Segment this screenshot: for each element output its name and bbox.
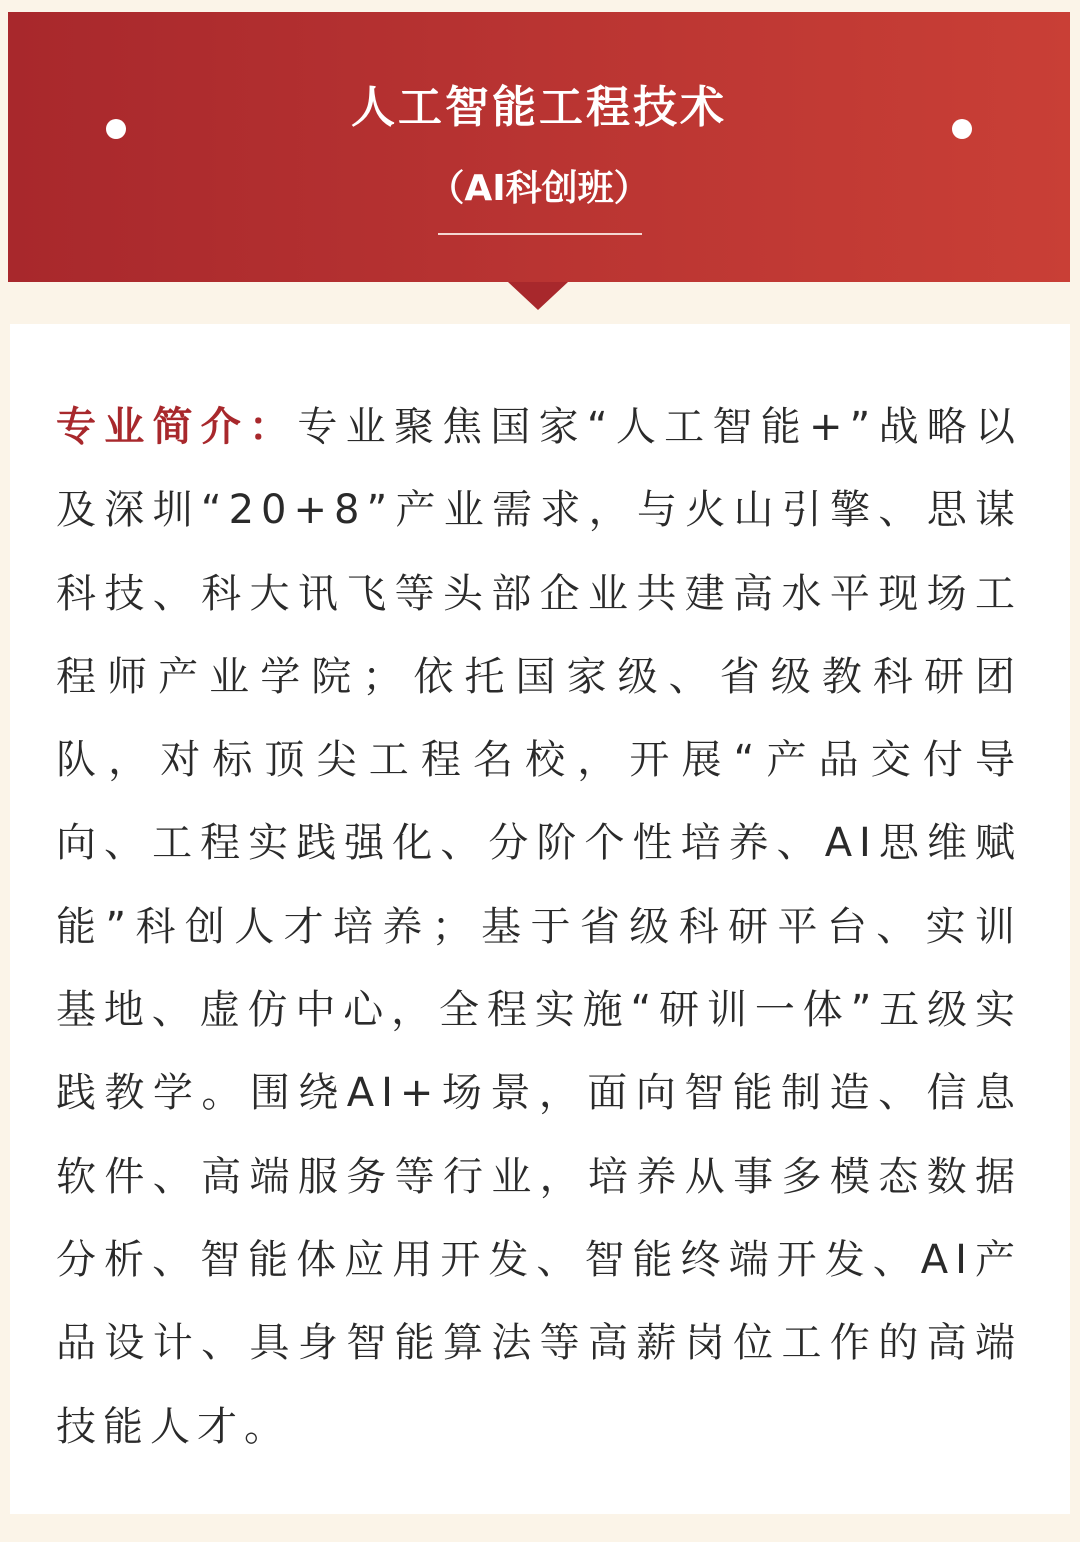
pointer-triangle-icon [508,282,568,310]
intro-paragraph [56,386,1022,1469]
page-title: 人工智能工程技术 [351,82,727,133]
page-subtitle: （AI科创班） [428,168,650,209]
header-banner [8,12,1070,282]
bullet-dot-right [952,119,972,139]
title-divider [438,233,642,235]
intro-label: 专业简介： [56,404,298,450]
intro-text: 专业聚焦国家“人工智能+”战略以及深圳“20+8”产业需求，与火山引擎、思谋科技、科大讯飞等头部企业共建高水平现场工程师产业学院；依托国家级、省级教科研团队，对标顶尖工程名校，开展“产品交付导向、工程实践强化、分阶个性培养、AI思维赋能”科创人才培养；基于省级科研平台、实训基地、虚仿中心，全程实施“研训一体”五级实践教学。围绕AI+场景，面向智能制造、信息软件、高端服务等行业，培养从事多模态数据分析、智能体应用开发、智能终端开发、AI产品设计、具身智能算法等高薪岗位工作的高端技能人才。 [56,404,1022,1450]
